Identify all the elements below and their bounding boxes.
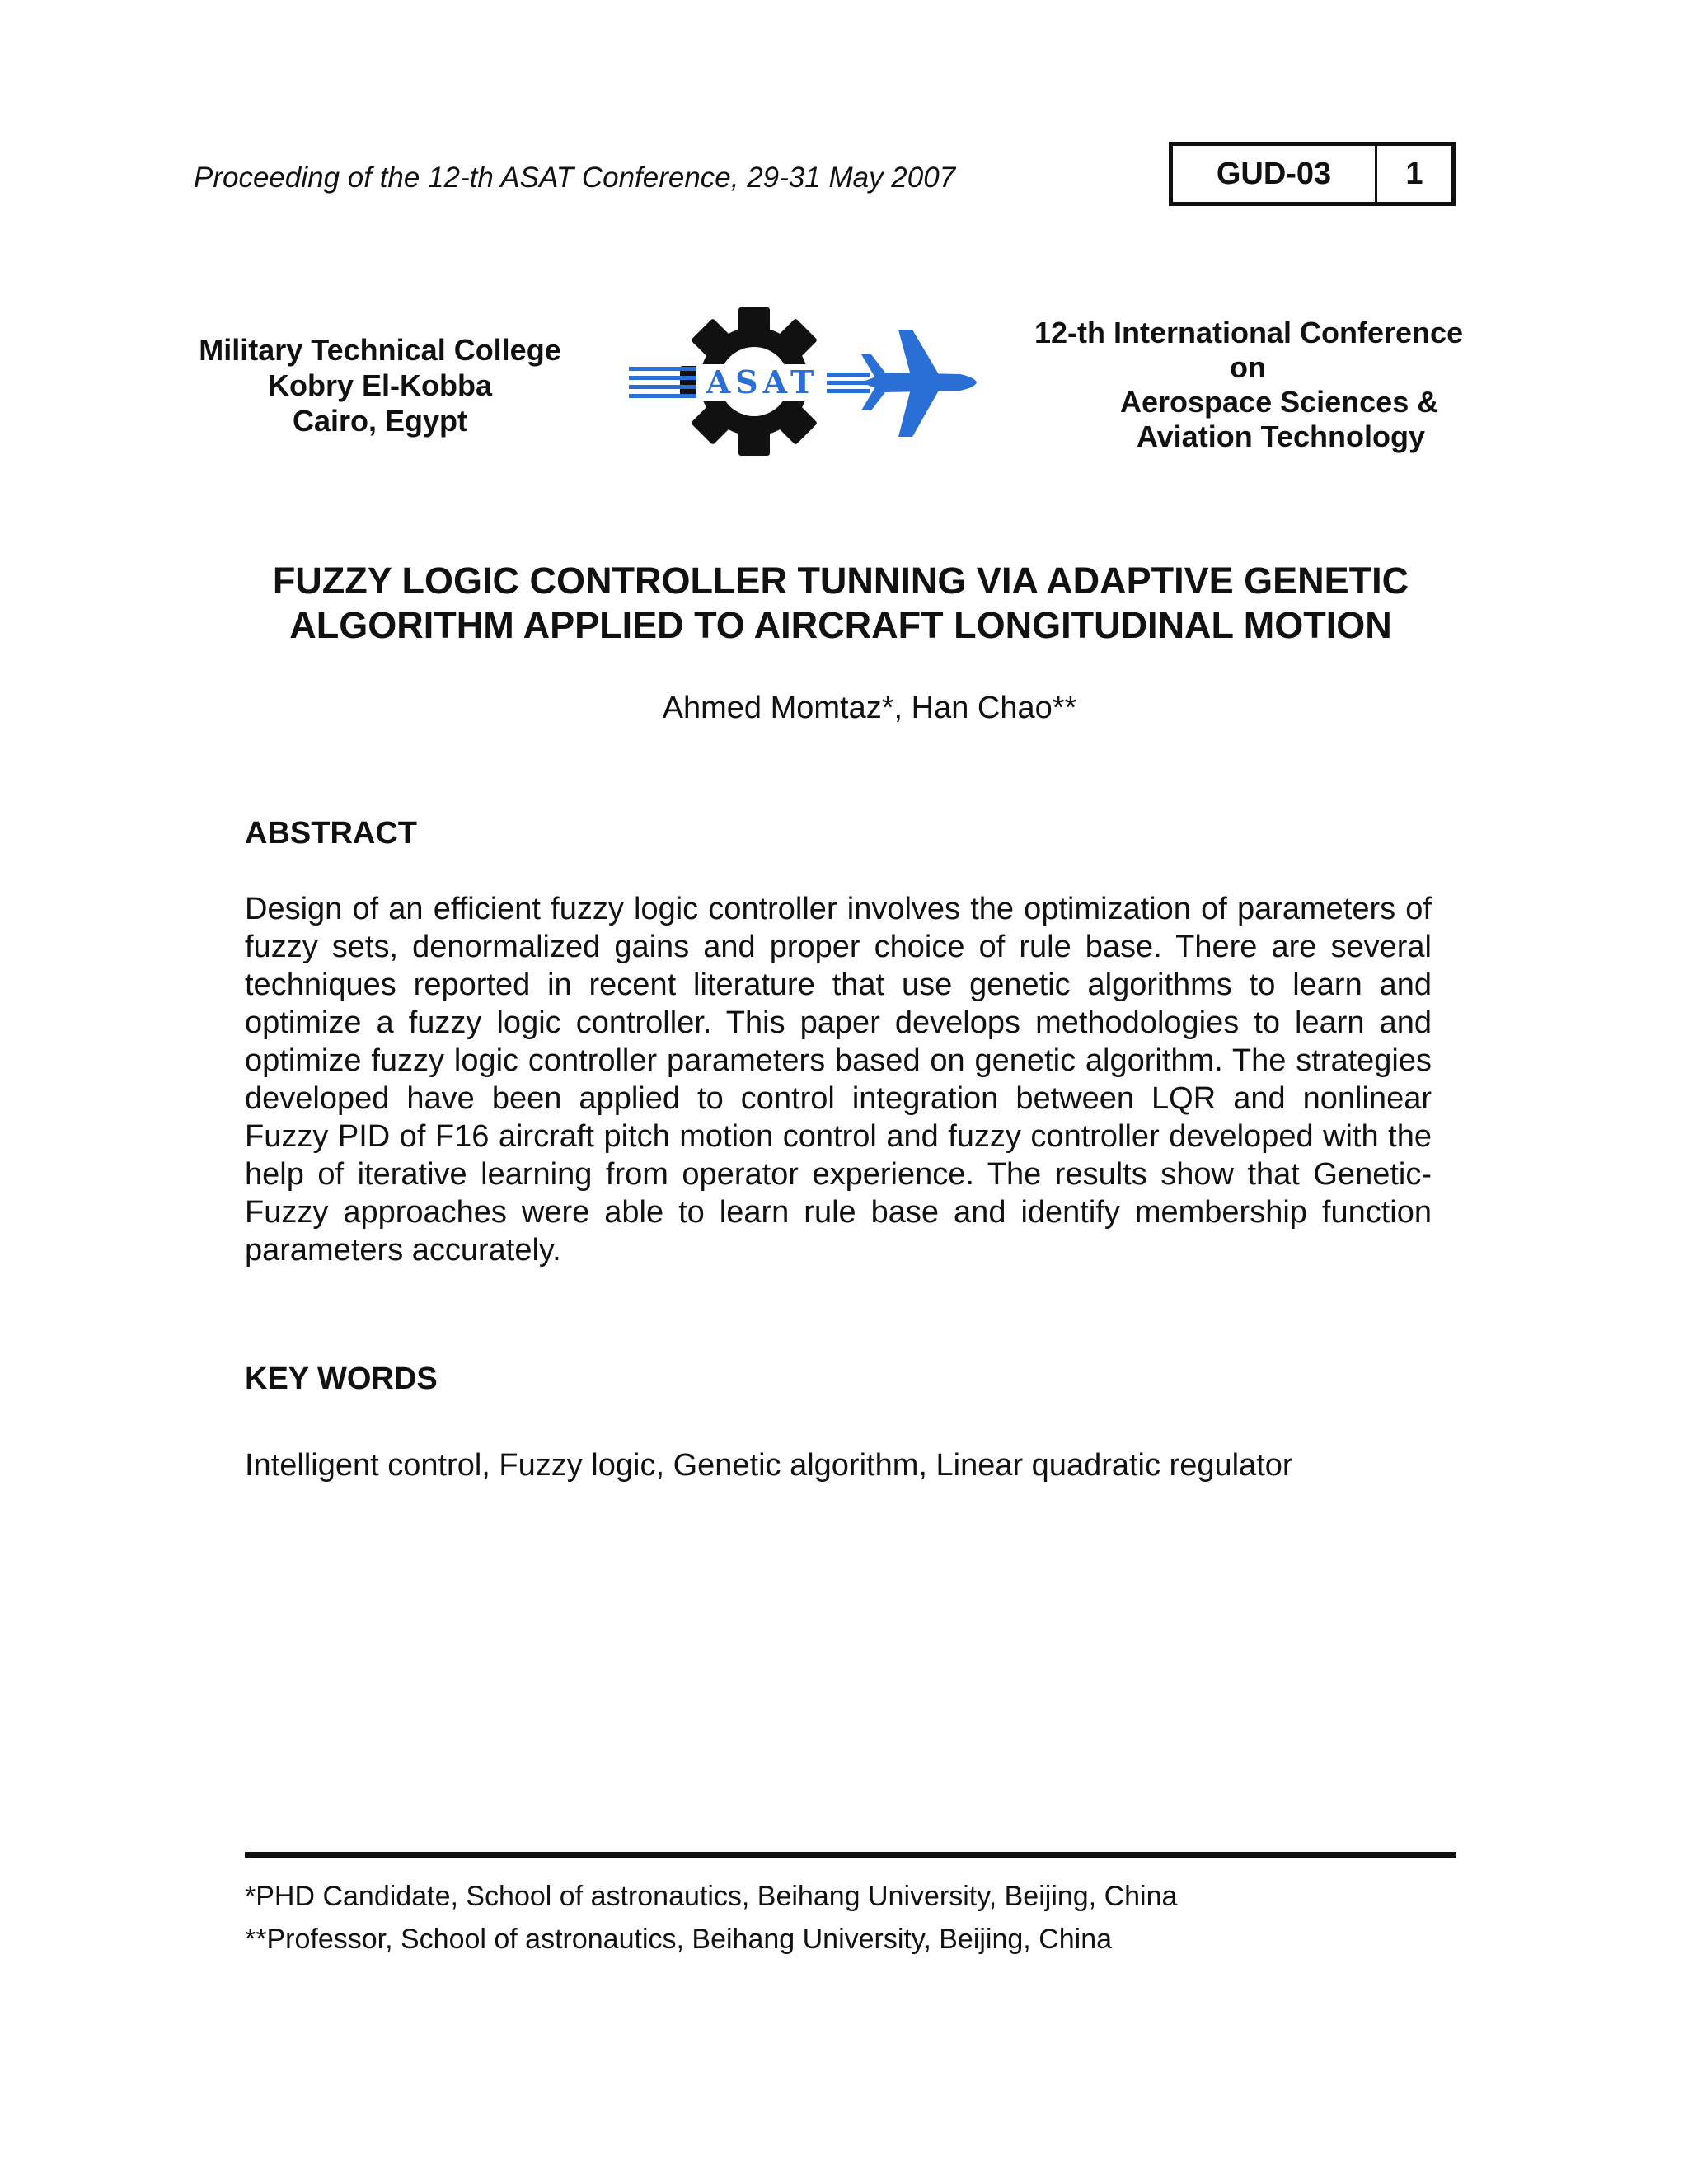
conference-name <box>1034 316 1488 454</box>
proceeding-header: Proceeding of the 12-th ASAT Conference, 29-31 May 2007 <box>194 162 956 194</box>
college-name: Military Technical College <box>199 333 561 367</box>
footnote-2: **Professor, School of astronautics, Beihang University, Beijing, China <box>245 1924 1113 1955</box>
page-number: 1 <box>1405 156 1423 191</box>
keywords-heading: KEY WORDS <box>245 1361 438 1396</box>
abstract-heading: ABSTRACT <box>245 816 417 851</box>
college-district: Kobry El-Kobba <box>267 368 492 402</box>
conference-line-4: Aviation Technology <box>1137 419 1426 453</box>
conference-line-2: on <box>1230 350 1266 384</box>
keywords-body: Intelligent control, Fuzzy logic, Genetic algorithm, Linear quadratic regulator <box>245 1448 1293 1483</box>
college-city: Cairo, Egypt <box>292 404 468 438</box>
paper-title-line-2: ALGORITHM APPLIED TO AIRCRAFT LONGITUDINAL MOTION <box>289 604 1392 646</box>
logo-text: ASAT <box>706 363 819 401</box>
footnote-1: *PHD Candidate, School of astronautics, Beihang University, Beijing, China <box>245 1881 1178 1912</box>
paper-code: GUD-03 <box>1173 146 1377 202</box>
asat-logo-graphic <box>614 297 989 474</box>
conference-line-1: 12-th International Conference <box>1034 316 1464 349</box>
paper-code-box <box>1169 142 1456 206</box>
paper-authors: Ahmed Momtaz*, Han Chao** <box>662 691 1077 725</box>
asat-logo <box>614 297 989 474</box>
footnote-divider <box>245 1852 1456 1858</box>
abstract-body: Design of an efficient fuzzy logic controller involves the optimization of parameters of fuzzy sets, denormalized gains and proper choice of rule base. There are several techniques reported in recent literature that use genetic algorithms to learn and optimize a fuzzy logic controller. This paper develops methodologies to learn and optimize fuzzy logic controller parameters based on genetic algorithm. The strategies developed have been applied to control integration between LQR and nonlinear Fuzzy PID of F16 aircraft pitch motion control and fuzzy controller developed with the help of iterative learning from operator experience. The results show that Genetic-Fuzzy approaches were able to learn rule base and identify membership function parameters accurately. <box>245 892 1432 1268</box>
college-affiliation <box>195 332 565 438</box>
paper-title <box>198 559 1484 648</box>
paper-title-line-1: FUZZY LOGIC CONTROLLER TUNNING VIA ADAPTIVE GENETIC <box>272 560 1409 602</box>
airplane-icon <box>827 330 977 437</box>
conference-line-3: Aerospace Sciences & <box>1120 385 1439 419</box>
